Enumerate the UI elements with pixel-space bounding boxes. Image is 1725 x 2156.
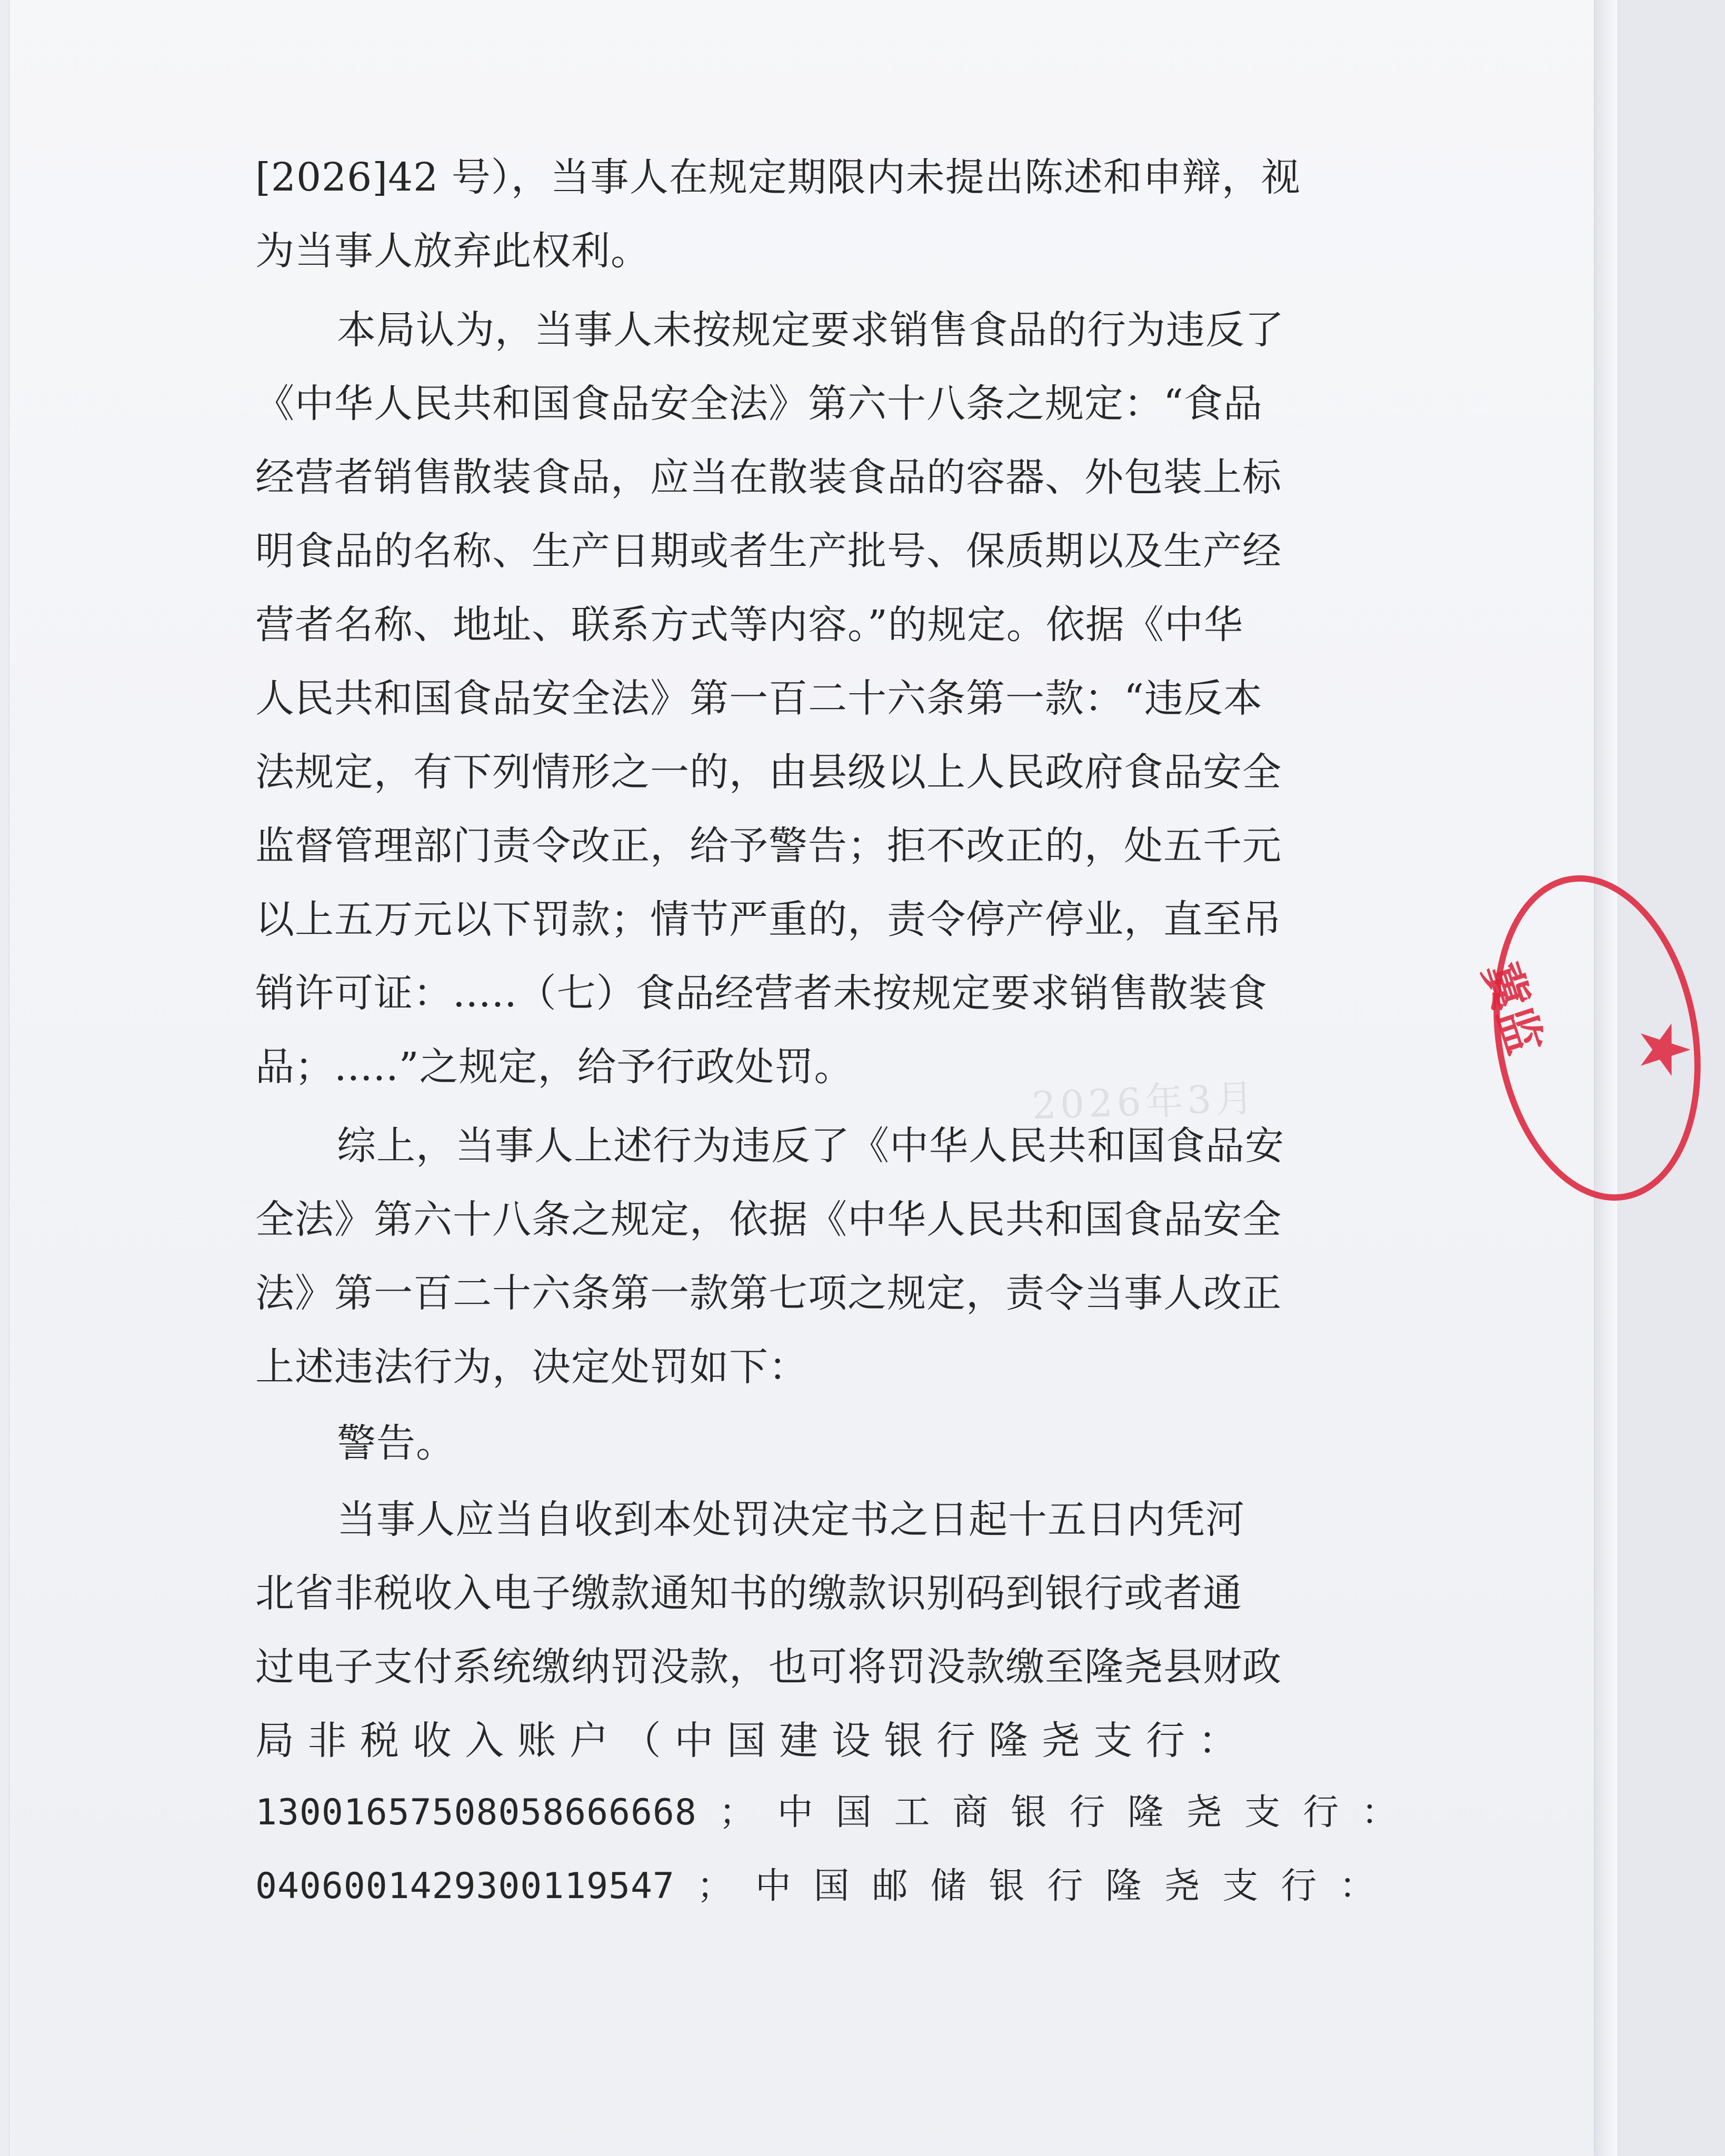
- document-line-12: 销许可证：.....（七）食品经营者未按规定要求销售散装食: [255, 971, 1268, 1016]
- faint-bleedthrough-date: 2026年3月: [1031, 1075, 1259, 1128]
- document-line-7: 营者名称、地址、联系方式等内容。”的规定。依据《中华: [255, 602, 1243, 647]
- seal-star-icon: ★: [1622, 1000, 1706, 1096]
- document-line-15: 全法》第六十八条之规定，依据《中华人民共和国食品安全: [255, 1197, 1282, 1242]
- document-line-11: 以上五万元以下罚款；情节严重的，责令停产停业，直至吊: [255, 897, 1282, 942]
- seal-fragment: 冀监: [1472, 955, 1553, 1061]
- document-line-3: 本局认为，当事人未按规定要求销售食品的行为违反了: [337, 307, 1284, 353]
- document-line-22: 局 非 税 收 入 账 户 （ 中 国 建 设 银 行 隆 尧 支 行 ：: [255, 1718, 1238, 1763]
- document-line-24: 0406001429300119547 ； 中 国 邮 储 银 行 隆 尧 支 行 ：: [255, 1865, 1376, 1907]
- document-line-20: 北省非税收入电子缴款通知书的缴款识别码到银行或者通: [255, 1571, 1242, 1616]
- document-line-4: 《中华人民共和国食品安全法》第六十八条之规定：“食品: [255, 381, 1263, 426]
- document-line-13: 品；.....”之规定，给予行政处罚。: [255, 1044, 854, 1090]
- document-line-23: 13001657508058666668 ； 中 国 工 商 银 行 隆 尧 支 行 ：: [255, 1792, 1398, 1833]
- document-line-19: 当事人应当自收到本处罚决定书之日起十五日内凭河: [337, 1497, 1245, 1542]
- document-line-5: 经营者销售散装食品，应当在散装食品的容器、外包装上标: [255, 455, 1282, 500]
- document-line-21: 过电子支付系统缴纳罚没款，也可将罚没款缴至隆尧县财政: [255, 1644, 1282, 1690]
- document-line-9: 法规定，有下列情形之一的，由县级以上人民政府食品安全: [255, 750, 1282, 795]
- document-line-10: 监督管理部门责令改正，给予警告；拒不改正的，处五千元: [255, 823, 1282, 869]
- document-line-8: 人民共和国食品安全法》第一百二十六条第一款：“违反本: [255, 676, 1263, 721]
- document-line-2: 为当事人放弃此权利。: [255, 228, 650, 274]
- document-line-14: 综上，当事人上述行为违反了《中华人民共和国食品安: [337, 1123, 1284, 1169]
- document-line-6: 明食品的名称、生产日期或者生产批号、保质期以及生产经: [255, 528, 1282, 574]
- document-line-1: [2026]42 号），当事人在规定期限内未提出陈述和申辩，视: [255, 155, 1301, 200]
- document-line-17: 上述违法行为，决定处罚如下：: [255, 1344, 808, 1390]
- red-official-seal: [1472, 874, 1722, 1200]
- document-line-18: 警告。: [337, 1421, 455, 1466]
- document-line-16: 法》第一百二十六条第一款第七项之规定，责令当事人改正: [255, 1271, 1282, 1316]
